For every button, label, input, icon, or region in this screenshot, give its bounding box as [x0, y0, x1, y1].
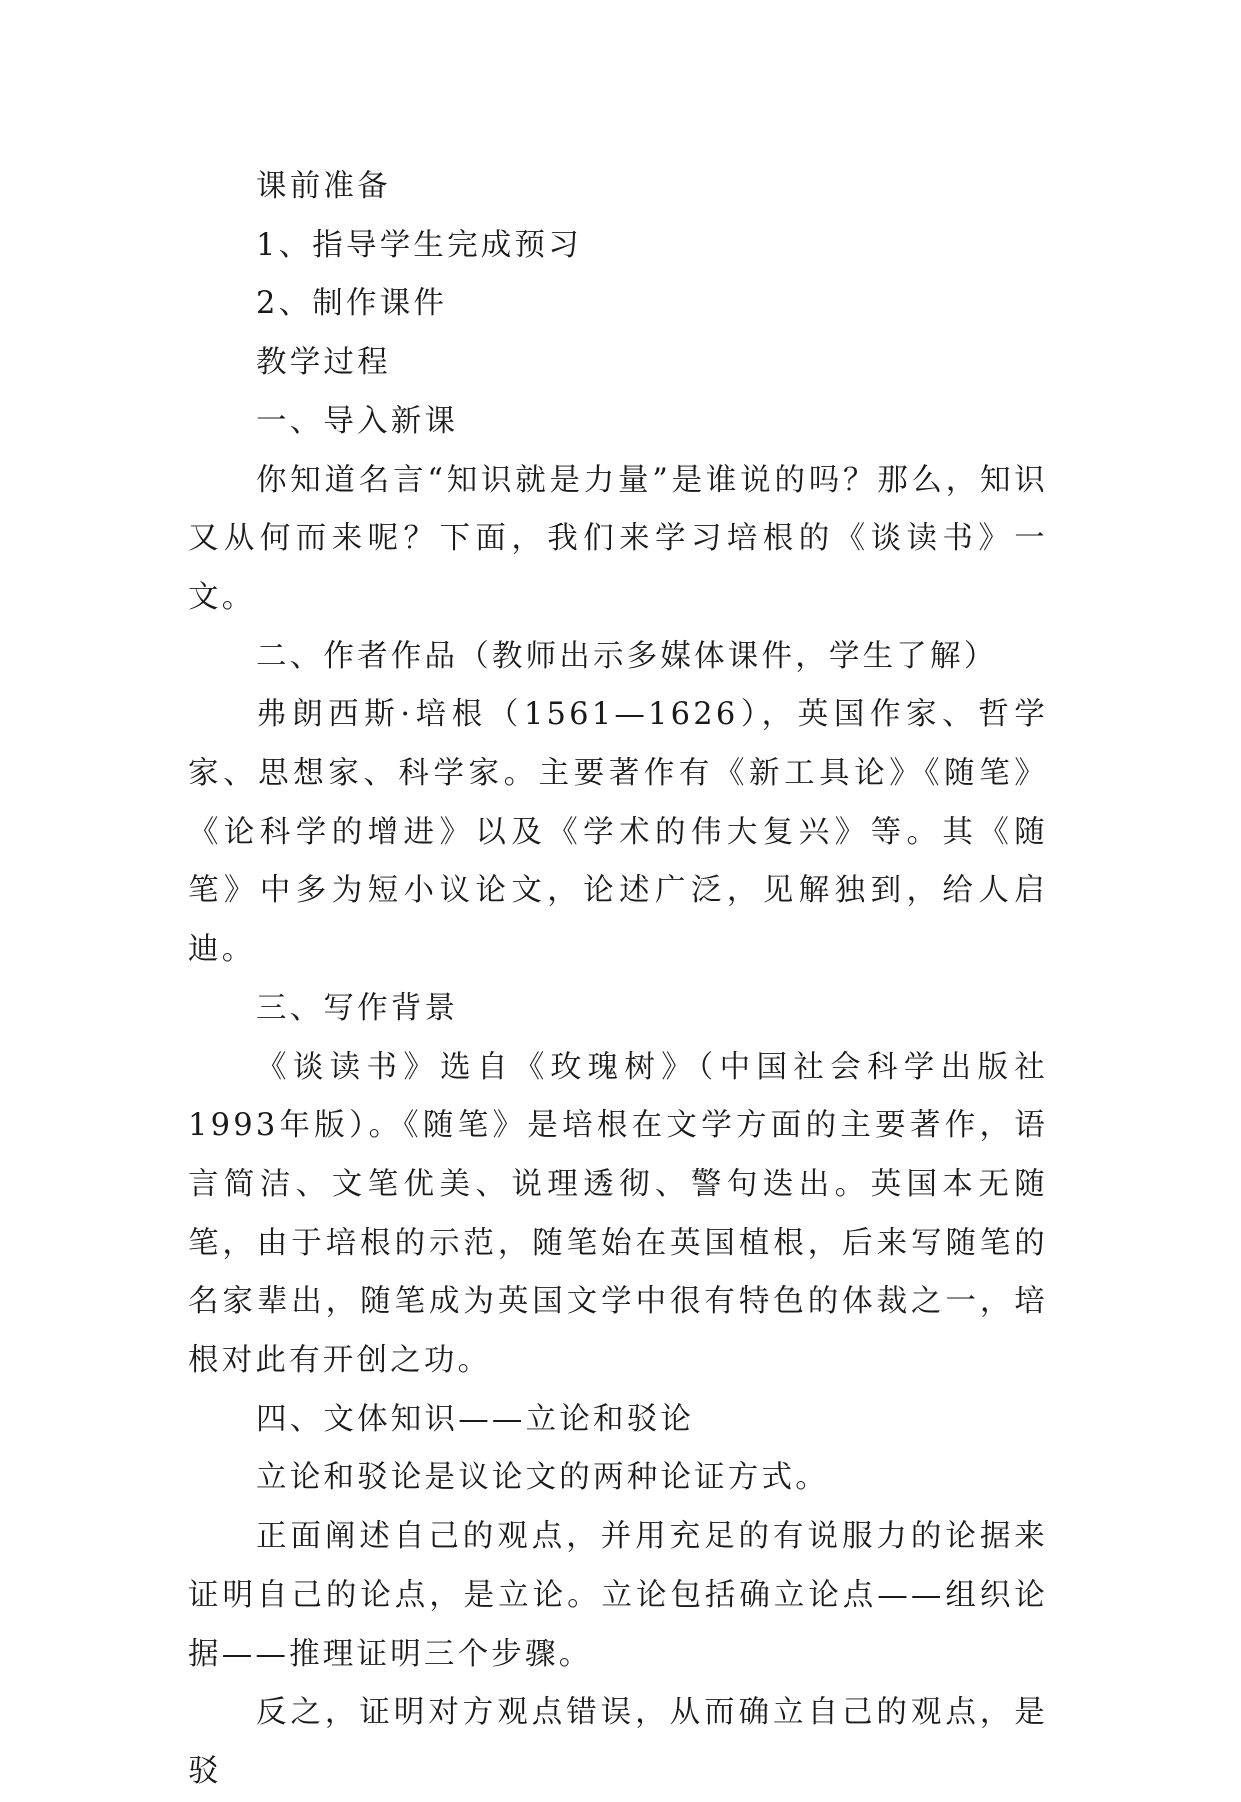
paragraph-intro-text: 你知道名言“知识就是力量”是谁说的吗？那么，知识又从何而来呢？下面，我们来学习培根的《谈读书》一文。	[188, 462, 1048, 615]
paragraph-author-text: 弗朗西斯·培根（1561—1626），英国作家、哲学家、思想家、科学家。主要著作有《新工具论》《随笔》《论科学的增进》以及《学术的伟大复兴》等。其《随笔》中多为短小议论文，论述广泛，见解独到，给人启迪。	[188, 697, 1048, 968]
document-body	[188, 158, 1048, 1802]
section-heading-genre: 四、文体知识——立论和驳论	[256, 1401, 695, 1437]
paragraph-genre-intro: 立论和驳论是议论文的两种论证方式。	[256, 1460, 829, 1496]
paragraph-lesson-prep: 课前准备	[256, 169, 391, 204]
paragraph-background-text: 《谈读书》选自《玫瑰树》（中国社会科学出版社 1993年版）。《随笔》是培根在文学方面的主要著作，语言简洁、文笔优美、说理透彻、警句迭出。英国本无随笔，由于培根的示范，随笔始在英国植根，后来写随笔的名家辈出，随笔成为英国文学中很有特色的体裁之一，培根对此有开创之功。	[188, 1049, 1048, 1379]
paragraph-teaching-process: 教学过程	[256, 345, 391, 381]
section-heading-intro: 一、导入新课	[256, 403, 459, 439]
paragraph-genre-bolun: 反之，证明对方观点错误，从而确立自己的观点，是驳	[188, 1695, 1048, 1789]
paragraph-prep-item-1: 1、指导学生完成预习	[256, 227, 582, 263]
paragraph-genre-lilun: 正面阐述自己的观点，并用充足的有说服力的论据来证明自己的论点，是立论。立论包括确立论点——组织论据——推理证明三个步骤。	[188, 1519, 1048, 1672]
section-heading-background: 三、写作背景	[256, 990, 459, 1026]
paragraph-prep-item-2: 2、制作课件	[256, 286, 448, 322]
section-heading-author: 二、作者作品（教师出示多媒体课件，学生了解）	[256, 638, 998, 674]
